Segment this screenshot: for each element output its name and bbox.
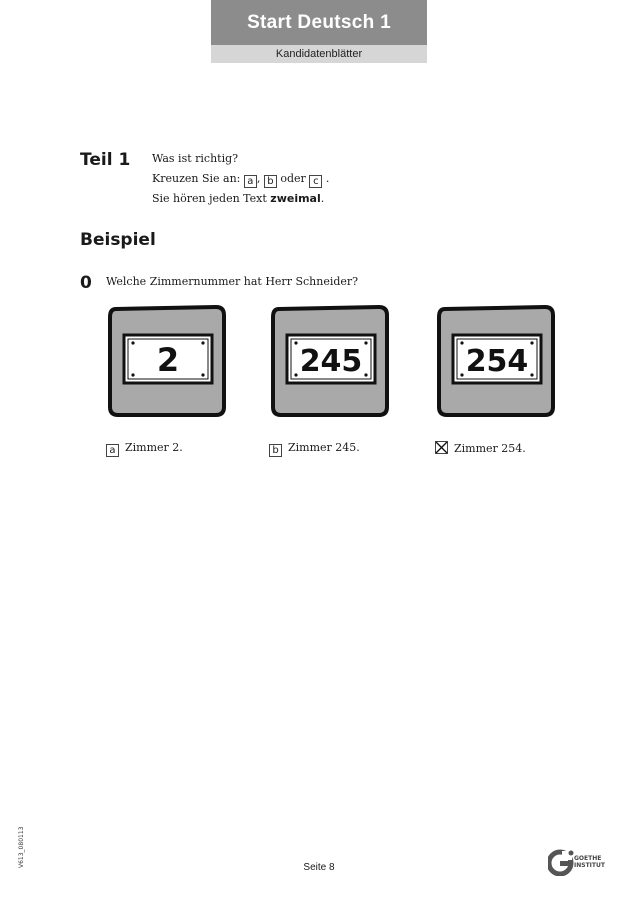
page-number: Seite 8 bbox=[303, 862, 335, 873]
checkbox-c-checked[interactable] bbox=[435, 441, 448, 454]
document-code: V613_080113 bbox=[18, 826, 25, 868]
separator-oder: oder bbox=[280, 172, 306, 185]
instruction-line-3 bbox=[152, 192, 324, 206]
option-box-a: a bbox=[244, 175, 257, 188]
instruction-line-3-prefix: Sie hören jeden Text bbox=[152, 192, 267, 205]
checkbox-a[interactable]: a bbox=[106, 444, 119, 457]
sign-number: 254 bbox=[465, 344, 529, 379]
answer-option-c bbox=[435, 441, 526, 456]
exam-subtitle: Kandidatenblätter bbox=[211, 45, 427, 63]
logo-line-2: INSTITUT bbox=[574, 862, 605, 869]
question-number: 0 bbox=[80, 273, 92, 293]
logo-line-1: GOETHE bbox=[574, 855, 602, 862]
instruction-line-3-suffix: . bbox=[320, 192, 325, 205]
room-sign-image bbox=[269, 303, 391, 419]
exam-title: Start Deutsch 1 bbox=[211, 0, 427, 45]
logo-wordmark bbox=[574, 855, 605, 869]
instruction-line-2 bbox=[152, 172, 329, 188]
option-box-c: c bbox=[309, 175, 322, 188]
section-label: Teil 1 bbox=[80, 150, 131, 170]
room-sign-image bbox=[435, 303, 557, 419]
sign-number: 2 bbox=[156, 341, 180, 379]
instruction-line-1: Was ist richtig? bbox=[152, 152, 239, 165]
answer-text: Zimmer 254. bbox=[454, 442, 526, 455]
separator-comma: , bbox=[256, 172, 261, 185]
answer-option-a bbox=[106, 441, 183, 457]
checkbox-b[interactable]: b bbox=[269, 444, 282, 457]
sign-number: 245 bbox=[299, 344, 363, 379]
instruction-emphasis: zweimal bbox=[270, 192, 321, 205]
answer-text: Zimmer 245. bbox=[288, 441, 360, 454]
answer-option-b bbox=[269, 441, 360, 457]
cross-mark-icon bbox=[435, 441, 448, 454]
answer-text: Zimmer 2. bbox=[125, 441, 183, 454]
instruction-prefix: Kreuzen Sie an: bbox=[152, 172, 241, 185]
example-heading: Beispiel bbox=[80, 230, 156, 250]
room-sign-image bbox=[106, 303, 228, 419]
instruction-end: . bbox=[325, 172, 330, 185]
question-text: Welche Zimmernummer hat Herr Schneider? bbox=[106, 275, 359, 288]
option-box-b: b bbox=[264, 175, 277, 188]
